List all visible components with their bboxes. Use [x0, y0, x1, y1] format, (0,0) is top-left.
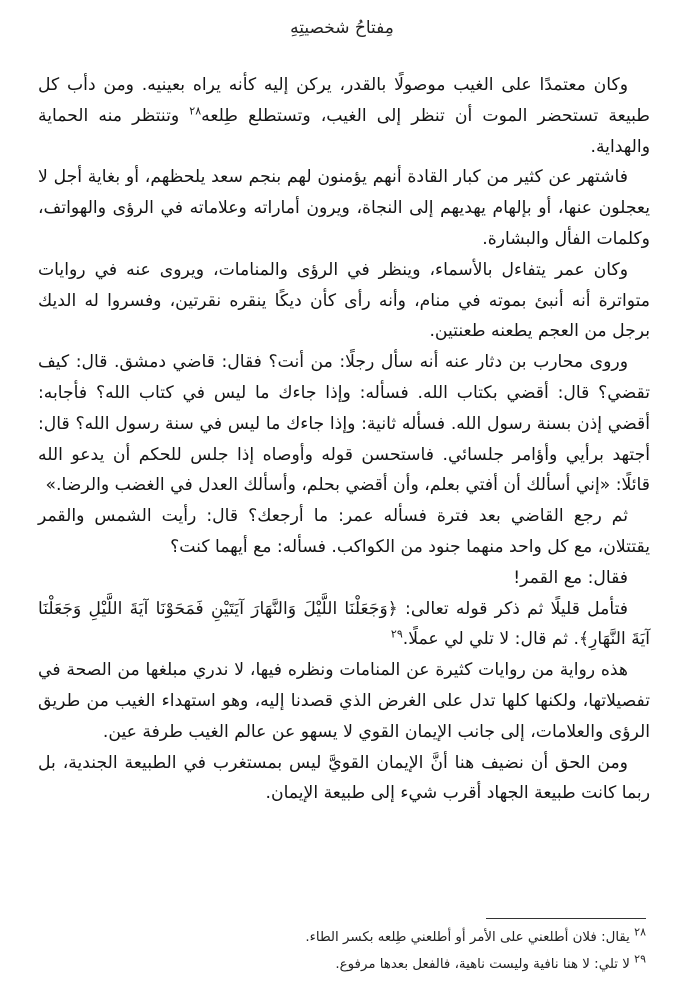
quran-verse: ﴿وَجَعَلْنَا اللَّيْلَ وَالنَّهَارَ آيَتَيْنِ فَمَحَوْنَا آيَةَ اللَّيْلِ وَجَعَلْنَا آيَةَ النَّهَارِ﴾	[38, 598, 650, 650]
footnotes	[34, 924, 646, 978]
footnote-number: ٢٨	[634, 925, 646, 939]
footnote-text: يقال: فلان أطلعني على الأمر أو أطلعني طِلعه بكسر الطاء.	[305, 930, 635, 945]
paragraph-7	[38, 594, 650, 656]
footnote-ref-28[interactable]: ٢٨	[189, 104, 202, 118]
paragraph-2: فاشتهر عن كثير من كبار القادة أنهم يؤمنون لهم بنجم سعد يلحظهم، أو بغاية أجل لا يعجلون عنها، أو بإلهام يهديهم إلى النجاة، ويرون أماراته وعلاماته في الرؤى والهواتف، وكلمات الفأل والبشارة.	[38, 167, 650, 249]
running-header: مِفتاحُ شخصيتِهِ	[290, 18, 394, 38]
footnote-28	[34, 924, 646, 951]
footnote-number: ٢٩	[634, 952, 646, 966]
page-body	[38, 70, 650, 809]
paragraph-6: فقال: مع القمر!	[513, 567, 628, 588]
paragraph-1	[38, 70, 650, 162]
paragraph-5: ثم رجع القاضي بعد فترة فسأله عمر: ما أرجعك؟ قال: رأيت الشمس والقمر يقتتلان، مع كل واحد منهما جنود من الكواكب. فسأله: مع أيهما كنت؟	[38, 506, 650, 557]
footnote-29	[34, 951, 646, 978]
paragraph-4: وروى محارب بن دثار عنه أنه سأل رجلًا: من أنت؟ فقال: قاضي دمشق. قال: كيف تقضي؟ قال: أقضي بكتاب الله. فسأله: وإذا جاءك ما ليس في كتاب الله؟ فأجابه: أقضي إذن بسنة رسول الله. فسأله ثانية: وإذا جاءك ما ليس في سنة رسول الله؟ قال: أجتهد برأيي وأؤامر جلسائي. فاستحسن قوله وأوصاه إذا جلس للحكم أن يدعو الله قائلًا: «إني أسألك أن أفتي بعلم، وأن أقضي بحلم، وأسألك العدل في الغضب والرضا.»	[38, 352, 650, 496]
footnote-separator	[486, 918, 646, 919]
footnote-text: لا تلي: لا هنا نافية وليست ناهية، فالفعل بعدها مرفوع.	[335, 957, 635, 972]
paragraph-3: وكان عمر يتفاءل بالأسماء، وينظر في الرؤى والمنامات، ويروى عنه في روايات متواترة أنه أنبئ بموته في منام، وأنه رأى كأن ديكًا ينقره نقرتين، وفسروا له الديك برجل من العجم يطعنه طعنتين.	[38, 259, 650, 342]
paragraph-text: وكان معتمدًا على الغيب موصولًا بالقدر، يركن إليه كأنه يراه بعينيه. ومن دأب كل طبيعة تستحضر الموت أن تنظر إلى الغيب، وتستطلع طِلعه	[38, 75, 650, 126]
paragraph-text: . ثم قال: لا تلي لي عملًا.	[402, 629, 580, 650]
paragraph-8: هذه رواية من روايات كثيرة عن المنامات ونظره فيها، لا ندري مبلغها من الصحة في تفصيلاتها، ولكنها كلها تدل على الغرض الذي قصدنا إليه، وهو استهداء الغيب من طريق الرؤى والعلامات، إلى جانب الإيمان القوي لا يسهو عن عالم الغيب طرفة عين.	[38, 660, 650, 742]
paragraph-text: وتنتظر منه الحماية والهداية.	[38, 105, 650, 157]
footnote-ref-29[interactable]: ٢٩	[390, 627, 403, 641]
paragraph-text: فتأمل قليلًا ثم ذكر قوله تعالى:	[397, 598, 628, 619]
paragraph-9: ومن الحق أن نضيف هنا أنَّ الإيمان القويَّ ليس بمستغرب في الطبيعة الجندية، بل ربما كانت طبيعة الجهاد أقرب شيء إلى طبيعة الإيمان.	[38, 752, 650, 804]
